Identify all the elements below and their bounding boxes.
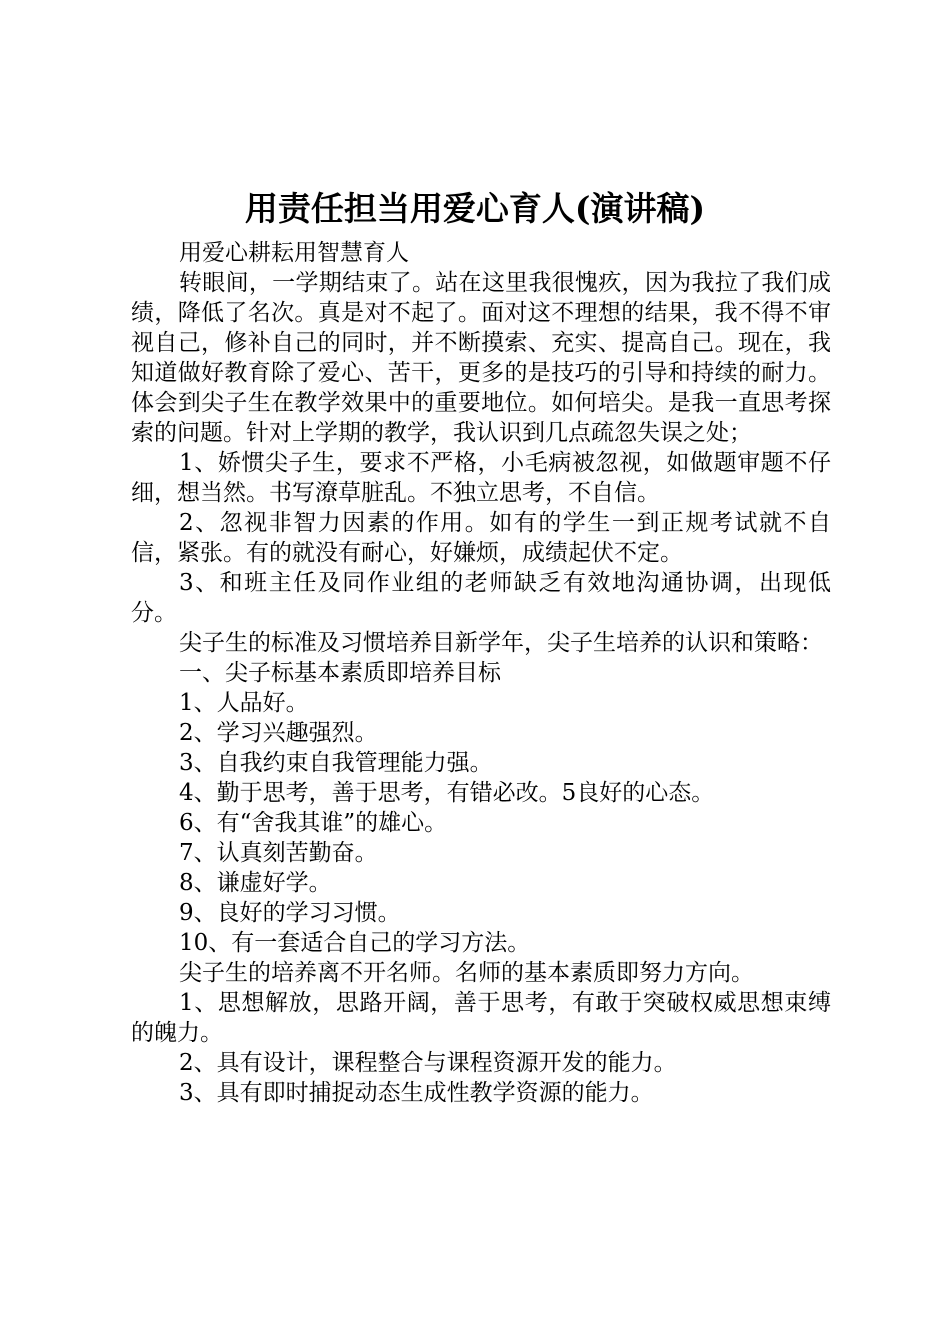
- paragraph: 尖子生的培养离不开名师。名师的基本素质即努力方向。: [179, 960, 754, 986]
- paragraph: 8、谦虚好学。: [179, 870, 332, 896]
- paragraph: 3、具有即时捕捉动态生成性教学资源的能力。: [179, 1080, 654, 1106]
- paragraph: 2、忽视非智力因素的作用。如有的学生一到正规考试就不自信，紧张。有的就没有耐心，好嫌烦，成绩起伏不定。: [131, 510, 831, 566]
- paragraph: 用爱心耕耘用智慧育人: [179, 240, 409, 266]
- document-body: [131, 238, 831, 1108]
- paragraph: 10、有一套适合自己的学习方法。: [179, 930, 531, 956]
- paragraph: 2、具有设计，课程整合与课程资源开发的能力。: [179, 1050, 677, 1076]
- paragraph: 6、有“舍我其谁”的雄心。: [179, 810, 448, 836]
- paragraph: 1、娇惯尖子生，要求不严格，小毛病被忽视，如做题审题不仔细，想当然。书写潦草脏乱。不独立思考，不自信。: [131, 450, 831, 506]
- paragraph: 2、学习兴趣强烈。: [179, 720, 378, 746]
- paragraph: 1、思想解放，思路开阔，善于思考，有敢于突破权威思想束缚的魄力。: [131, 990, 831, 1046]
- paragraph: 一、尖子标基本素质即培养目标: [179, 660, 501, 686]
- paragraph: 1、人品好。: [179, 690, 309, 716]
- paragraph: 3、和班主任及同作业组的老师缺乏有效地沟通协调，出现低分。: [131, 570, 831, 626]
- paragraph: 3、自我约束自我管理能力强。: [179, 750, 493, 776]
- paragraph: 7、认真刻苦勤奋。: [179, 840, 378, 866]
- document-title: 用责任担当用爱心育人(演讲稿): [244, 189, 706, 228]
- paragraph: 4、勤于思考，善于思考，有错必改。5良好的心态。: [179, 780, 715, 806]
- paragraph: 转眼间，一学期结束了。站在这里我很愧疚，因为我拉了我们成绩，降低了名次。真是对不起了。面对这不理想的结果，我不得不审视自己，修补自己的同时，并不断摸索、充实、提高自己。现在，我知道做好教育除了爱心、苦干，更多的是技巧的引导和持续的耐力。体会到尖子生在教学效果中的重要地位。如何培尖。是我一直思考探索的问题。针对上学期的教学，我认识到几点疏忽失误之处；: [131, 270, 831, 446]
- paragraph: 9、良好的学习习惯。: [179, 900, 401, 926]
- paragraph: 尖子生的标准及习惯培养目新学年，尖子生培养的认识和策略：: [179, 630, 823, 656]
